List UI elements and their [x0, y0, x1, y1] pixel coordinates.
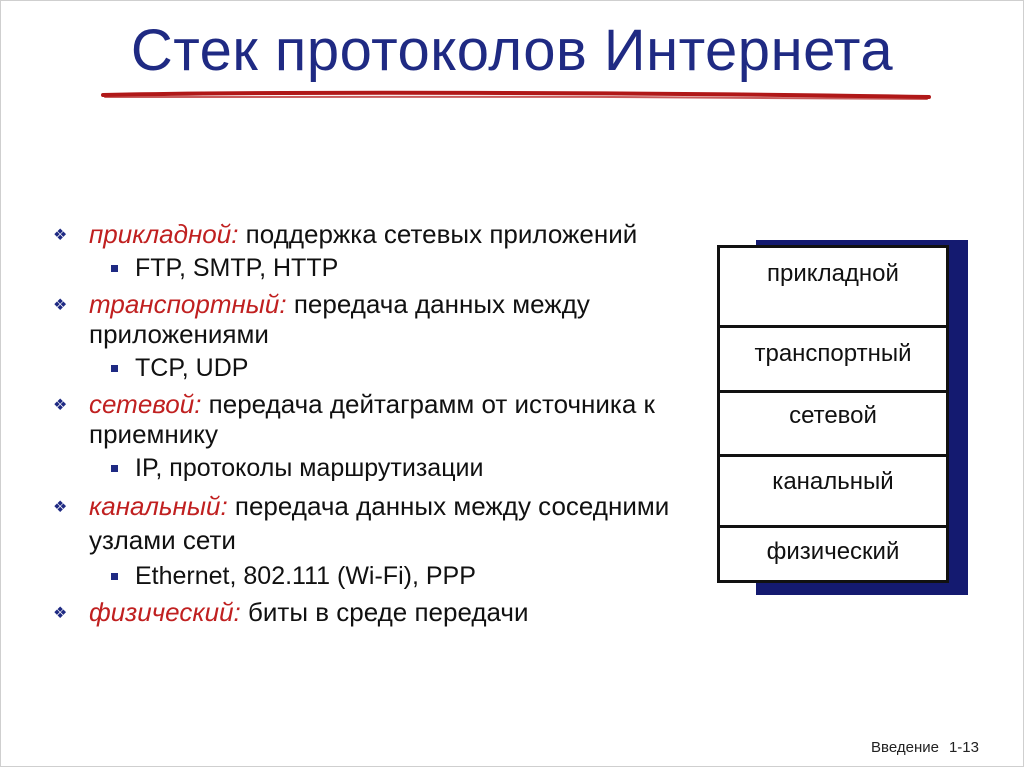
list-item	[53, 489, 693, 557]
sub-list-item	[53, 453, 693, 483]
protocol-examples: FTP, SMTP, HTTP	[135, 254, 339, 282]
protocol-examples: Ethernet, 802.111 (Wi-Fi), PPP	[135, 562, 476, 590]
stack-divider	[720, 525, 946, 528]
diamond-bullet-icon: ❖	[53, 297, 68, 314]
list-item	[53, 219, 693, 249]
bullet-list	[53, 219, 693, 631]
list-item	[53, 597, 693, 627]
protocol-stack-diagram	[717, 245, 949, 583]
layer-description: передача дейтаграмм от источника к приемнику	[89, 389, 655, 449]
diamond-bullet-icon: ❖	[53, 499, 68, 516]
page-number: 1-13	[948, 739, 979, 756]
protocol-examples: IP, протоколы маршрутизации	[135, 454, 484, 482]
title-underline	[101, 85, 931, 103]
stack-layer-network: сетевой	[789, 402, 877, 429]
layer-description: биты в среде передачи	[240, 597, 529, 627]
list-item	[53, 289, 693, 349]
layer-description: передача данных между приложениями	[89, 289, 590, 349]
stack-layer-application: прикладной	[767, 260, 899, 287]
slide-footer	[871, 739, 979, 756]
layer-term: физический:	[89, 597, 241, 627]
stack-layer-transport: транспортный	[754, 340, 912, 367]
sub-list-item	[53, 561, 693, 591]
stack-divider	[720, 454, 946, 457]
square-bullet-icon	[111, 365, 118, 372]
footer-label: Введение	[871, 739, 939, 756]
stack-divider	[720, 325, 946, 328]
sub-list-item	[53, 253, 693, 283]
slide-title: Стек протоколов Интернета	[130, 18, 894, 83]
layer-description: поддержка сетевых приложений	[238, 219, 638, 249]
sub-list-item	[53, 353, 693, 383]
square-bullet-icon	[111, 465, 118, 472]
stack-layer-physical: физический	[766, 538, 900, 565]
layer-term: сетевой:	[89, 389, 202, 419]
square-bullet-icon	[111, 265, 118, 272]
diamond-bullet-icon: ❖	[53, 397, 68, 414]
list-item	[53, 389, 693, 449]
diamond-bullet-icon: ❖	[53, 605, 68, 622]
layer-term: транспортный:	[89, 289, 287, 319]
layer-description: передача данных между соседними узлами сети	[89, 491, 670, 555]
square-bullet-icon	[111, 573, 118, 580]
diamond-bullet-icon: ❖	[53, 227, 68, 244]
protocol-examples: TCP, UDP	[135, 354, 249, 382]
layer-term: канальный:	[89, 491, 228, 521]
stack-divider	[720, 390, 946, 393]
layer-term: прикладной:	[89, 219, 239, 249]
stack-layer-link: канальный	[772, 468, 894, 495]
